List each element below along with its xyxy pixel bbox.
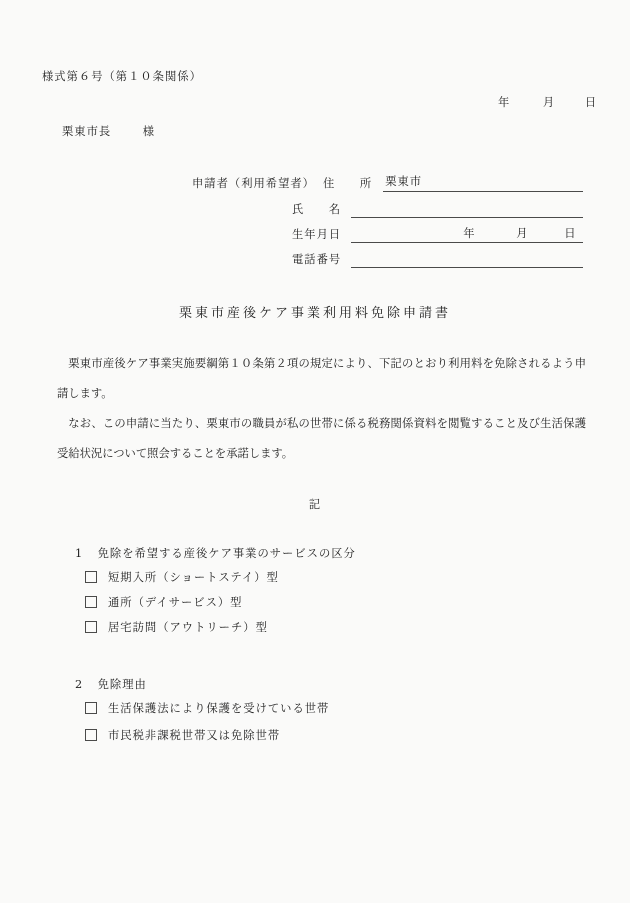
section-1-number: 1	[75, 547, 83, 560]
name-field[interactable]	[351, 199, 583, 218]
applicant-label: 申請者（利用希望者）	[192, 177, 315, 190]
section-2-number: 2	[75, 678, 83, 691]
record-marker: 記	[308, 498, 322, 511]
page-title: 栗東市産後ケア事業利用料免除申請書	[178, 306, 451, 321]
date-year-label: 年	[498, 96, 511, 109]
applicant-phone-row	[292, 250, 583, 268]
checkbox-tax-exempt[interactable]	[85, 729, 97, 741]
address-field[interactable]	[383, 173, 583, 192]
application-date-line	[498, 94, 597, 110]
date-day-label: 日	[584, 96, 598, 109]
section-2-heading	[75, 676, 147, 692]
section-2-heading-text: 免除理由	[97, 678, 147, 691]
applicant-address-row	[192, 174, 583, 192]
birth-day-label: 日	[564, 227, 577, 240]
addressee-line	[62, 123, 155, 139]
option-day-service	[85, 595, 242, 609]
addressee-honorific: 様	[142, 125, 156, 138]
paragraph-request: 栗東市産後ケア事業実施要綱第１０条第２項の規定により、下記のとおり利用料を免除されるよう申請します。	[57, 357, 586, 400]
applicant-name-row	[292, 200, 583, 218]
option-outreach	[85, 620, 268, 634]
body-text	[57, 349, 586, 469]
applicant-birthdate-row	[292, 225, 583, 243]
option-public-assistance	[85, 701, 329, 715]
name-label: 氏 名	[292, 203, 342, 216]
birth-month-label: 月	[516, 227, 529, 240]
addressee-name: 栗東市長	[62, 125, 112, 138]
section-1-heading-text: 免除を希望する産後ケア事業のサービスの区分	[97, 547, 356, 560]
birthdate-field[interactable]	[351, 224, 583, 243]
phone-label: 電話番号	[292, 253, 342, 266]
option-public-assistance-label: 生活保護法により保護を受けている世帯	[108, 702, 330, 715]
option-tax-exempt-label: 市民税非課税世帯又は免除世帯	[108, 729, 281, 742]
option-day-service-label: 通所（デイサービス）型	[108, 596, 243, 609]
address-label: 住 所	[322, 177, 373, 190]
date-month-label: 月	[542, 96, 556, 109]
checkbox-outreach[interactable]	[85, 621, 97, 633]
checkbox-public-assistance[interactable]	[85, 702, 97, 714]
option-tax-exempt	[85, 728, 280, 742]
section-1-heading	[75, 545, 356, 561]
option-short-stay-label: 短期入所（ショートステイ）型	[108, 571, 279, 584]
birth-year-label: 年	[463, 227, 476, 240]
birthdate-label: 生年月日	[292, 228, 342, 241]
checkbox-day-service[interactable]	[85, 596, 97, 608]
paragraph-consent: なお、この申請に当たり、栗東市の職員が私の世帯に係る税務関係資料を閲覧すること及び生活保護受給状況について照会することを承諾します。	[57, 417, 586, 460]
option-short-stay	[85, 570, 279, 584]
option-outreach-label: 居宅訪問（アウトリーチ）型	[108, 621, 268, 634]
form-number: 様式第６号（第１０条関係）	[42, 70, 202, 83]
phone-field[interactable]	[351, 249, 583, 268]
address-value: 栗東市	[385, 175, 423, 188]
checkbox-short-stay[interactable]	[85, 571, 97, 583]
